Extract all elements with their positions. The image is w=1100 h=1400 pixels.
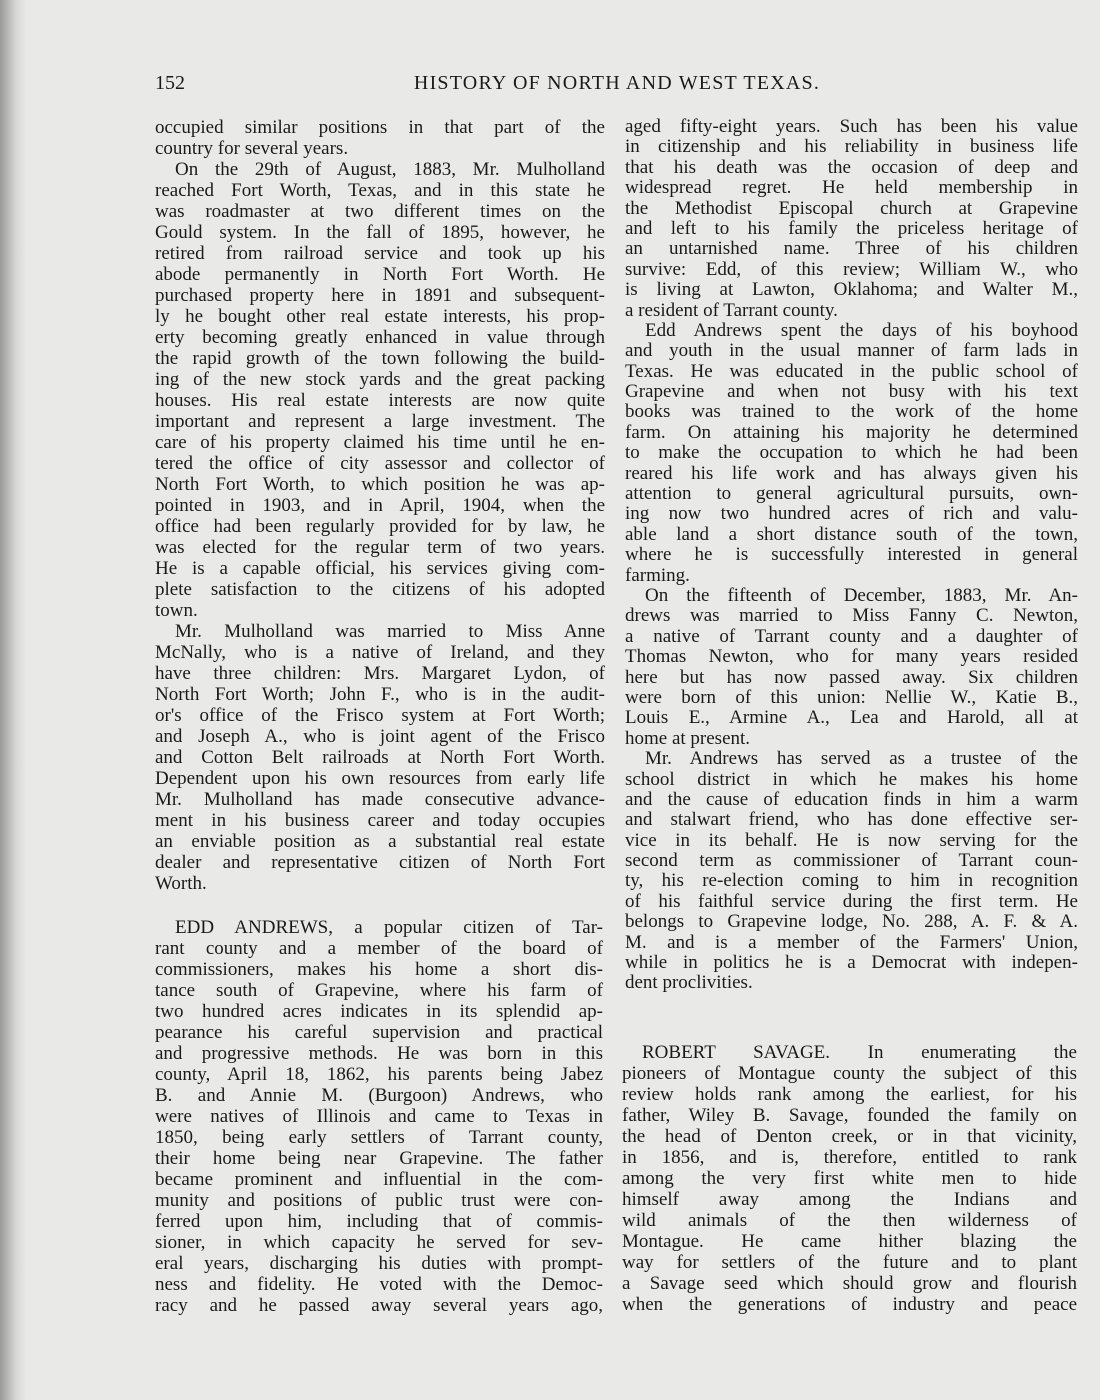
text-line: ing now two hundred acres of rich and valu- [625, 503, 1078, 525]
text-line: wild animals of the then wilderness of [622, 1210, 1077, 1231]
text-line: drews was married to Miss Fanny C. Newton, [625, 605, 1078, 627]
text-line: racy and he passed away several years ago, [155, 1295, 603, 1316]
text-line: among the very first white men to hide [622, 1168, 1077, 1189]
text-line: their home being near Grapevine. The father [155, 1148, 603, 1169]
text-line: purchased property here in 1891 and subsequent- [155, 285, 605, 306]
text-line: books was trained to the work of the home [625, 401, 1078, 423]
text-line: and left to his family the priceless heritage of [625, 217, 1078, 239]
text-line: and Cotton Belt railroads at North Fort Worth. [155, 747, 605, 768]
paragraph [625, 749, 1078, 994]
text-line: On the 29th of August, 1883, Mr. Mulholland [175, 159, 605, 180]
left-column-block-1 [155, 117, 605, 894]
left-column-edd-andrews [155, 917, 603, 1316]
right-column-robert-savage [622, 1042, 1077, 1315]
text-line: ment in his business career and today occupies [155, 810, 605, 831]
paragraph [155, 917, 603, 1316]
text-line: belongs to Grapevine lodge, No. 288, A. F. & A. [625, 911, 1078, 933]
text-line: ty, his re-election coming to him in recognition [625, 870, 1078, 892]
text-line: ly he bought other real estate interests, his prop- [155, 306, 605, 327]
text-line: Mr. Mulholland was married to Miss Anne [175, 621, 605, 642]
text-line: was elected for the regular term of two years. [155, 537, 605, 558]
text-line: and youth in the usual manner of farm lads in [625, 340, 1078, 362]
text-line: Mr. Andrews has served as a trustee of the [645, 748, 1078, 770]
text-line: town. [155, 600, 198, 621]
text-line: dealer and representative citizen of North Fort [155, 852, 605, 873]
text-line: and stalwart friend, who has done effective ser- [625, 809, 1078, 831]
text-line: in 1856, and is, therefore, entitled to rank [622, 1147, 1077, 1168]
text-line: pearance his careful supervision and practical [155, 1022, 603, 1043]
text-line: ROBERT SAVAGE. In enumerating the [642, 1042, 1077, 1063]
paragraph [625, 117, 1078, 321]
text-line: county, April 18, 1862, his parents being Jabez [155, 1064, 603, 1085]
text-line: Montague. He came hither blazing the [622, 1231, 1077, 1252]
text-line: reared his life work and has always given his [625, 462, 1078, 484]
text-line: B. and Annie M. (Burgoon) Andrews, who [155, 1085, 603, 1106]
text-line: Grapevine and when not busy with his text [625, 381, 1078, 403]
text-line: Mr. Mulholland has made consecutive advance- [155, 789, 605, 810]
text-line: Louis E., Armine A., Lea and Harold, all at [625, 707, 1078, 729]
text-line: attention to general agricultural pursuits, own- [625, 483, 1078, 505]
text-line: while in politics he is a Democrat with indepen- [625, 952, 1078, 974]
text-line: were natives of Illinois and came to Texas in [155, 1106, 603, 1127]
text-line: reached Fort Worth, Texas, and in this state he [155, 180, 605, 201]
text-line: is living at Lawton, Oklahoma; and Walter M., [625, 279, 1078, 301]
text-line: pioneers of Montague county the subject of this [622, 1063, 1077, 1084]
text-line: Thomas Newton, who for many years resided [625, 646, 1078, 668]
text-line: where he is successfully interested in general [625, 544, 1078, 566]
text-line: the Methodist Episcopal church at Grapevine [625, 197, 1078, 219]
text-line: was roadmaster at two different times on the [155, 201, 605, 222]
text-line: sioner, in which capacity he served for sev- [155, 1232, 603, 1253]
paragraph [155, 621, 605, 894]
paragraph [622, 1042, 1077, 1315]
text-line: pointed in 1903, and in April, 1904, when the [155, 495, 605, 516]
text-line: Edd Andrews spent the days of his boyhood [645, 319, 1078, 341]
text-line: plete satisfaction to the citizens of his adopted [155, 579, 605, 600]
text-line: a Savage seed which should grow and flourish [622, 1273, 1077, 1294]
text-line: retired from railroad service and took up his [155, 243, 605, 264]
text-line: country for several years. [155, 138, 349, 159]
text-line: to make the occupation to which he had been [625, 442, 1078, 464]
text-line: occupied similar positions in that part of the [155, 117, 605, 138]
text-line: dent proclivities. [625, 972, 753, 994]
text-line: EDD ANDREWS, a popular citizen of Tar- [175, 917, 603, 938]
text-line: vice in its behalf. He is now serving for the [625, 829, 1078, 851]
text-line: an enviable position as a substantial real estate [155, 831, 605, 852]
text-line: munity and positions of public trust were con- [155, 1190, 603, 1211]
text-line: the rapid growth of the town following the build- [155, 348, 605, 369]
paragraph [155, 159, 605, 621]
text-line: abode permanently in North Fort Worth. He [155, 264, 605, 285]
text-line: eral years, discharging his duties with prompt- [155, 1253, 603, 1274]
text-line: in citizenship and his reliability in business life [625, 136, 1078, 158]
text-line: the head of Denton creek, or in that vicinity, [622, 1126, 1077, 1147]
text-line: school district in which he makes his home [625, 768, 1078, 790]
text-line: home at present. [625, 727, 751, 749]
text-line: or's office of the Frisco system at Fort Worth; [155, 705, 605, 726]
page-number: 152 [155, 72, 185, 94]
text-line: North Fort Worth, to which position he was ap- [155, 474, 605, 495]
text-line: and progressive methods. He was born in this [155, 1043, 603, 1064]
text-line: He is a capable official, his services giving com- [155, 558, 605, 579]
text-line: farming. [625, 564, 690, 586]
text-line: that his death was the occasion of deep and [625, 156, 1078, 178]
text-line: became prominent and influential in the com- [155, 1169, 603, 1190]
text-line: have three children: Mrs. Margaret Lydon, of [155, 663, 605, 684]
text-line: care of his property claimed his time until he en- [155, 432, 605, 453]
text-line: an untarnished name. Three of his children [625, 238, 1078, 260]
paragraph [625, 321, 1078, 586]
text-line: review holds rank among the earliest, for his [622, 1084, 1077, 1105]
text-line: Dependent upon his own resources from early life [155, 768, 605, 789]
text-line: Texas. He was educated in the public school of [625, 360, 1078, 382]
text-line: himself away among the Indians and [622, 1189, 1077, 1210]
text-line: office had been regularly provided for by law, he [155, 516, 605, 537]
text-line: and the cause of education finds in him a warm [625, 788, 1078, 810]
text-line: survive: Edd, of this review; William W., who [625, 258, 1078, 280]
text-line: North Fort Worth; John F., who is in the audit- [155, 684, 605, 705]
text-line: Gould system. In the fall of 1895, however, he [155, 222, 605, 243]
text-line: a native of Tarrant county and a daughter of [625, 625, 1078, 647]
text-line: rant county and a member of the board of [155, 938, 603, 959]
text-line: tered the office of city assessor and collector of [155, 453, 605, 474]
text-line: way for settlers of the future and to plant [622, 1252, 1077, 1273]
text-line: ness and fidelity. He voted with the Democ- [155, 1274, 603, 1295]
paragraph [155, 117, 605, 159]
text-line: ing of the new stock yards and the great packing [155, 369, 605, 390]
text-line: a resident of Tarrant county. [625, 299, 838, 321]
text-line: On the fifteenth of December, 1883, Mr. An- [645, 584, 1078, 606]
text-line: tance south of Grapevine, where his farm of [155, 980, 603, 1001]
text-line: two hundred acres indicates in its splendid ap- [155, 1001, 603, 1022]
text-line: erty becoming greatly enhanced in value through [155, 327, 605, 348]
text-line: aged fifty-eight years. Such has been his value [625, 116, 1078, 137]
scan-edge-shadow [0, 0, 26, 1400]
text-line: were born of this union: Nellie W., Katie B., [625, 686, 1078, 708]
text-line: houses. His real estate interests are now quite [155, 390, 605, 411]
text-line: M. and is a member of the Farmers' Union, [625, 931, 1078, 953]
text-line: and Joseph A., who is joint agent of the Frisco [155, 726, 605, 747]
paragraph [625, 586, 1078, 749]
text-line: commissioners, makes his home a short dis- [155, 959, 603, 980]
text-line: ferred upon him, including that of commis- [155, 1211, 603, 1232]
text-line: Worth. [155, 873, 207, 894]
text-line: father, Wiley B. Savage, founded the family on [622, 1105, 1077, 1126]
text-line: here but has now passed away. Six children [625, 666, 1078, 688]
text-line: important and represent a large investment. The [155, 411, 605, 432]
text-line: when the generations of industry and peace [622, 1294, 1077, 1315]
text-line: 1850, being early settlers of Tarrant county, [155, 1127, 603, 1148]
text-line: farm. On attaining his majority he determined [625, 421, 1078, 443]
text-line: of his faithful service during the first term. He [625, 890, 1078, 912]
right-column-block-1 [625, 117, 1078, 994]
text-line: McNally, who is a native of Ireland, and they [155, 642, 605, 663]
text-line: second term as commissioner of Tarrant coun- [625, 850, 1078, 872]
running-title: HISTORY OF NORTH AND WEST TEXAS. [413, 72, 821, 94]
text-line: widespread regret. He held membership in [625, 177, 1078, 199]
text-line: able land a short distance south of the town, [625, 523, 1078, 545]
